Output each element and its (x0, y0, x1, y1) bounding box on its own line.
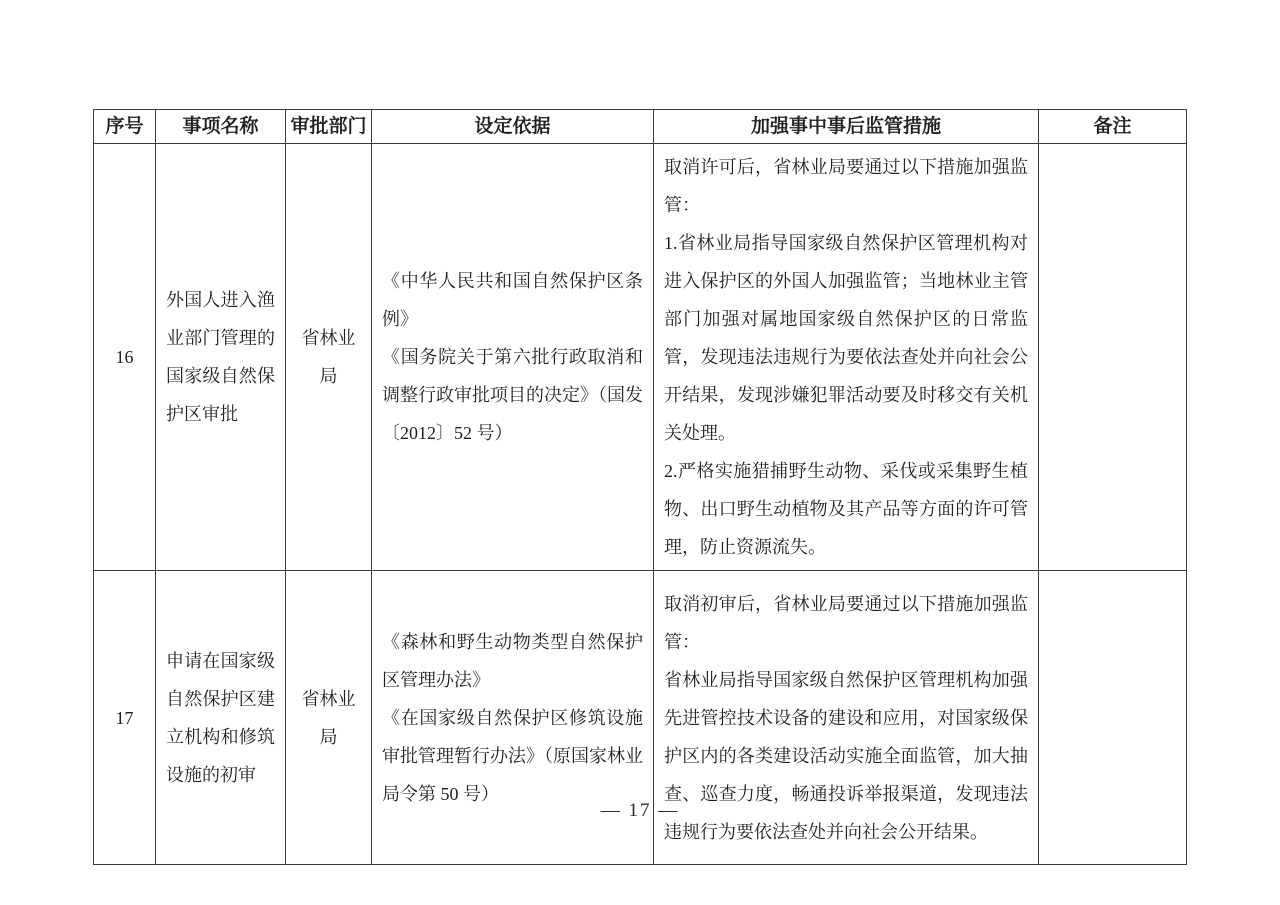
basis-entry: 《森林和野生动物类型自然保护区管理办法》 (382, 631, 643, 690)
cell-remark (1039, 144, 1187, 571)
measure-paragraph: 2.严格实施猎捕野生动物、采伐或采集野生植物、出口野生动植物及其产品等方面的许可管理，防止资源流失。 (664, 461, 1028, 557)
cell-item-name: 申请在国家级自然保护区建立机构和修筑设施的初审 (156, 571, 286, 865)
header-basis: 设定依据 (372, 110, 654, 144)
regulation-table (93, 109, 1187, 865)
cell-department: 省林业局 (286, 571, 372, 865)
cell-seq: 17 (94, 571, 156, 865)
header-seq: 序号 (94, 110, 156, 144)
basis-entry: 《中华人民共和国自然保护区条例》 (382, 271, 643, 329)
page-number: — 17 — (600, 800, 680, 821)
measure-paragraph: 省林业局指导国家级自然保护区管理机构加强先进管控技术设备的建设和应用，对国家级保护区内的各类建设活动实施全面监管，加大抽查、巡查力度，畅通投诉举报渠道，发现违法违规行为要依法查处并向社会公开结果。 (664, 669, 1028, 842)
measure-paragraph: 取消初审后，省林业局要通过以下措施加强监管： (664, 593, 1028, 652)
header-item-name: 事项名称 (156, 110, 286, 144)
measure-paragraph: 1.省林业局指导国家级自然保护区管理机构对进入保护区的外国人加强监管；当地林业主管部门加强对属地国家级自然保护区的日常监管，发现违法违规行为要依法查处并向社会公开结果，发现涉嫌犯罪活动要及时移交有关机关处理。 (664, 233, 1028, 443)
header-measures: 加强事中事后监管措施 (654, 110, 1039, 144)
cell-item-name: 外国人进入渔业部门管理的国家级自然保护区审批 (156, 144, 286, 571)
measure-paragraph: 取消许可后，省林业局要通过以下措施加强监管： (664, 157, 1028, 215)
table-header-row (94, 110, 1187, 144)
table-row-16 (94, 144, 1187, 571)
basis-entry: 《在国家级自然保护区修筑设施审批管理暂行办法》（原国家林业局令第 50 号） (382, 707, 643, 804)
cell-measures (654, 144, 1039, 571)
basis-entry: 《国务院关于第六批行政取消和调整行政审批项目的决定》（国发〔2012〕52 号） (382, 347, 643, 443)
cell-seq: 16 (94, 144, 156, 571)
cell-basis (372, 144, 654, 571)
cell-department: 省林业局 (286, 144, 372, 571)
header-department: 审批部门 (286, 110, 372, 144)
header-remark: 备注 (1039, 110, 1187, 144)
